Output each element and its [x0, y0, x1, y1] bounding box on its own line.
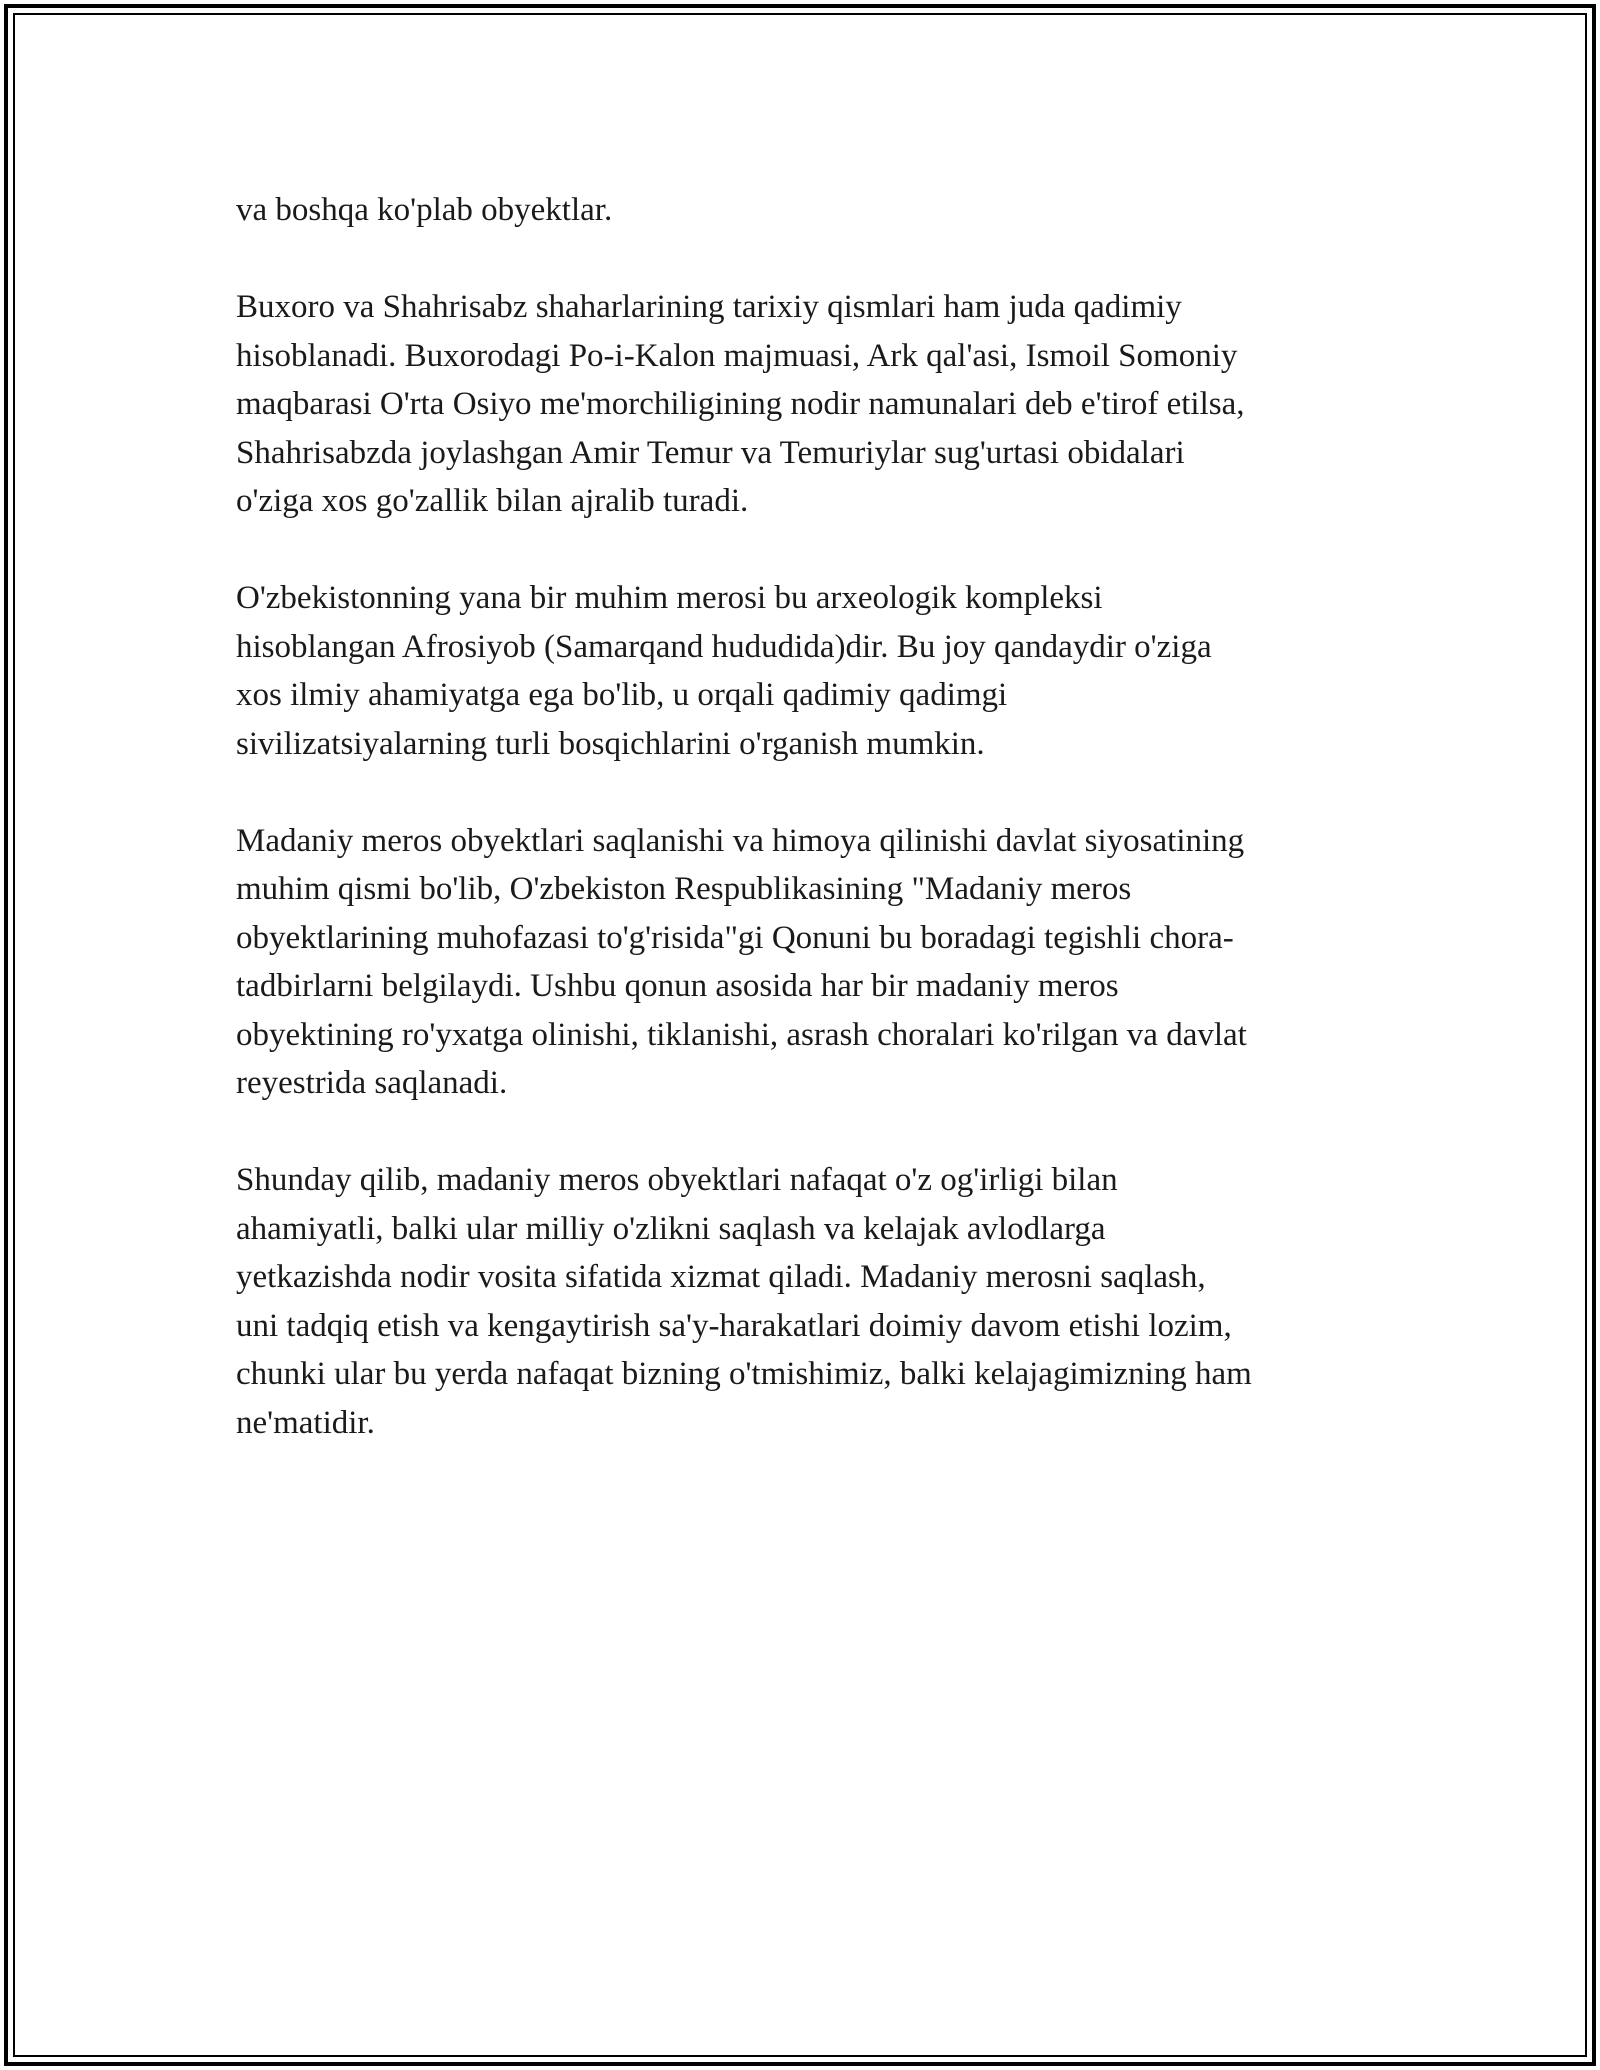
paragraph-4: Madaniy meros obyektlari saqlanishi va himoya qilinishi davlat siyosatining muhim qismi bo'lib, O'zbekiston Respublikasining "Madaniy meros obyektlarining muhofazasi to'g'risida"gi Qonuni bu boradagi tegishli chora- tadbirlarni belgilaydi. Ushbu qonun asosida har bir madaniy meros obyektining ro'yxatga olinishi, tiklanishi, asrash choralari ko'rilgan va davlat reyestrida saqlanadi.: [236, 822, 1247, 1101]
paragraph-5: Shunday qilib, madaniy meros obyektlari nafaqat o'z og'irligi bilan ahamiyatli, balki ular milliy o'zlikni saqlash va kelajak avlodlarga yetkazishda nodir vosita sifatida xizmat qiladi. Madaniy merosni saqlash, uni tadqiq etish va kengaytirish sa'y-harakatlari doimiy davom etishi lozim, chunki ular bu yerda nafaqat bizning o'tmishimiz, balki kelajagimizning ham ne'matidir.: [236, 1162, 1252, 1441]
paragraph-1: va boshqa ko'plab obyektlar.: [236, 192, 613, 228]
paragraph-3: O'zbekistonning yana bir muhim merosi bu arxeologik kompleksi hisoblangan Afrosiyob (Samarqand hududida)dir. Bu joy qandaydir o'ziga xos ilmiy ahamiyatga ega bo'lib, u orqali qadimiy qadimgi sivilizatsiyalarning turli bosqichlarini o'rganish mumkin.: [236, 580, 1212, 762]
paragraph-2: Buxoro va Shahrisabz shaharlarining tarixiy qismlari ham juda qadimiy hisoblanadi. Buxorodagi Po-i-Kalon majmuasi, Ark qal'asi, Ismoil Somoniy maqbarasi O'rta Osiyo me'morchiligining nodir namunalari deb e'tirof etilsa, Shahrisabzda joylashgan Amir Temur va Temuriylar sug'urtasi obidalari o'ziga xos go'zallik bilan ajralib turadi.: [236, 289, 1245, 519]
document-body: [236, 186, 1376, 1447]
